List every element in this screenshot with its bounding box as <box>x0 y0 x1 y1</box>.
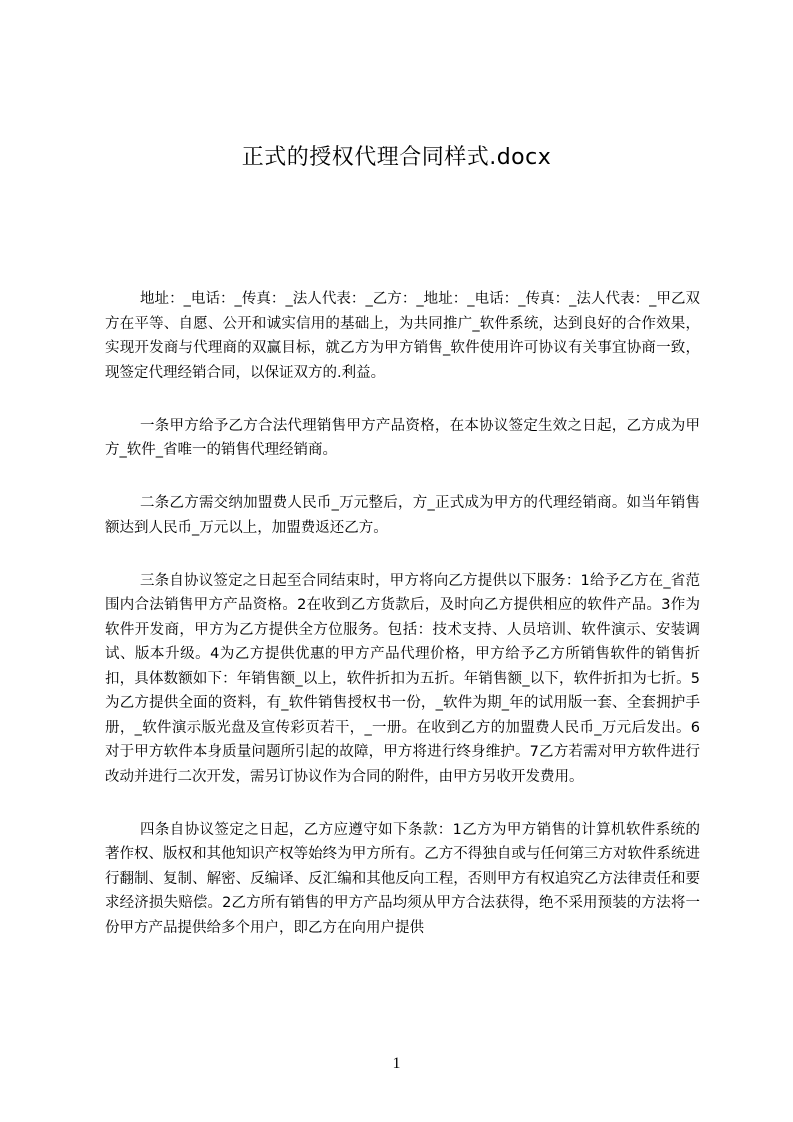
paragraph-clause-1: 一条甲方给予乙方合法代理销售甲方产品资格，在本协议签定生效之日起，乙方成为甲方_软件_省唯一的销售代理经销商。 <box>105 417 700 458</box>
page-number: 1 <box>392 1055 401 1072</box>
document-title: 正式的授权代理合同样式.docx <box>241 145 552 170</box>
paragraph-intro: 地址：_电话：_传真：_法人代表：_乙方：_地址：_电话：_传真：_法人代表：_甲乙双方在平等、自愿、公开和诚实信用的基础上，为共同推广_软件系统，达到良好的合作效果，实现开发商与代理商的双赢目标，就乙方为甲方销售_软件使用许可协议有关事宜协商一致，现签定代理经销合同，以保证双方的.利益。 <box>105 291 700 381</box>
paragraph-clause-2: 二条乙方需交纳加盟费人民币_万元整后，方_正式成为甲方的代理经销商。如当年销售额达到人民币_万元以上，加盟费返还乙方。 <box>105 495 700 536</box>
paragraph-clause-4: 四条自协议签定之日起，乙方应遵守如下条款：1乙方为甲方销售的计算机软件系统的著作权、版权和其他知识产权等始终为甲方所有。乙方不得独自或与任何第三方对软件系统进行翻制、复制、解密、反编译、反汇编和其他反向工程，否则甲方有权追究乙方法律责任和要求经济损失赔偿。2乙方所有销售的甲方产品均须从甲方合法获得，绝不采用预装的方法将一份甲方产品提供给多个用户，即乙方在向用户提供 <box>105 821 700 936</box>
paragraph-clause-3: 三条自协议签定之日起至合同结束时，甲方将向乙方提供以下服务：1给予乙方在_省范围内合法销售甲方产品资格。2在收到乙方货款后，及时向乙方提供相应的软件产品。3作为软件开发商，甲方为乙方提供全方位服务。包括：技术支持、人员培训、软件演示、安装调试、版本升级。4为乙方提供优惠的甲方产品代理价格，甲方给予乙方所销售软件的销售折扣，具体数额如下：年销售额_以上，软件折扣为五折。年销售额_以下，软件折扣为七折。5为乙方提供全面的资料，有_软件销售授权书一份，_软件为期_年的试用版一套、全套拥护手册，_软件演示版光盘及宣传彩页若干，_一册。在收到乙方的加盟费人民币_万元后发出。6对于甲方软件本身质量问题所引起的故障，甲方将进行终身维护。7乙方若需对甲方软件进行改动并进行二次开发，需另订协议作为合同的附件，由甲方另收开发费用。 <box>105 572 700 785</box>
document-body <box>105 287 700 969</box>
